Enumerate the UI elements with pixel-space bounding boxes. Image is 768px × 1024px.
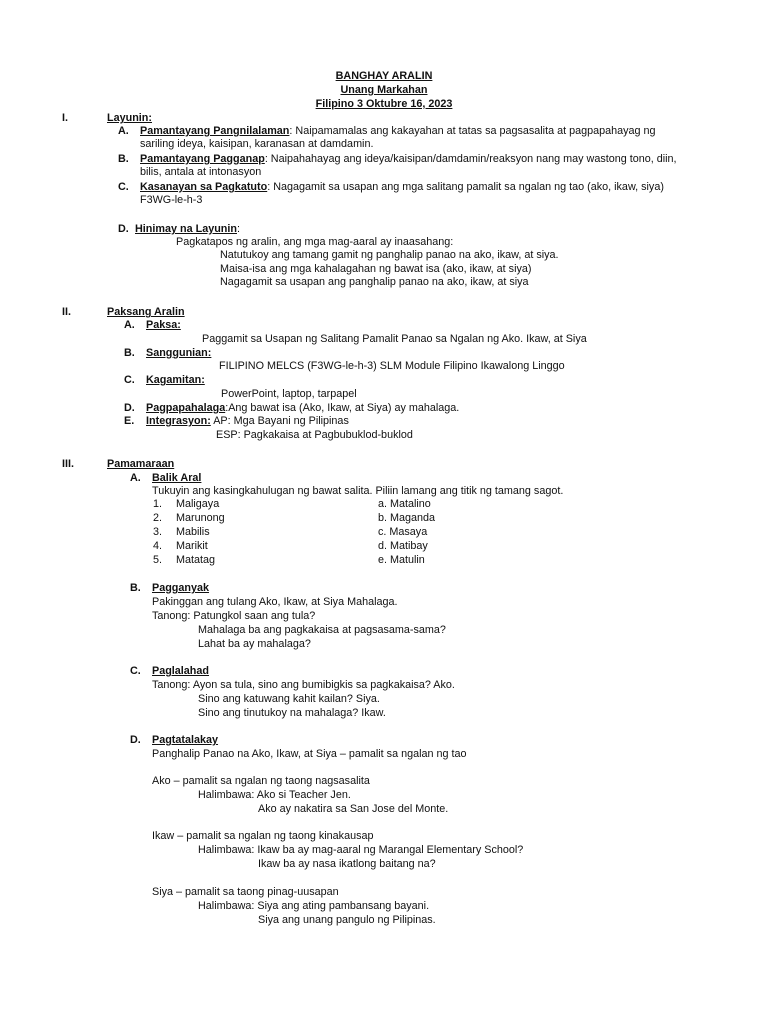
doc-quarter: Unang Markahan [340, 84, 428, 96]
topic-d-letter: D. [124, 402, 135, 414]
proc-b-line: Pakinggan ang tulang Ako, Ikaw, at Siya Mahalaga. [152, 596, 398, 608]
topic-d-label: Pagpapahalaga [146, 402, 226, 414]
obj-b-line1 [140, 153, 677, 167]
obj-a-text: : Naipamamalas ang kakayahan at tatas sa pagsasalita at pagpapahayag ng [289, 125, 656, 137]
topic-a-letter: A. [124, 319, 135, 331]
quiz-item-word: Matatag [176, 554, 216, 566]
topic-e-value2: ESP: Pagkakaisa at Pagbubuklod-buklod [216, 429, 413, 441]
proc-c-line: Sino ang katuwang kahit kailan? Siya. [198, 693, 380, 705]
doc-subject-date: Filipino 3 Oktubre 16, 2023 [315, 98, 453, 110]
pronoun-siya-def: Siya – pamalit sa taong pinag-uusapan [152, 886, 339, 898]
obj-a-label: Pamantayang Pangnilalaman [140, 125, 290, 137]
pronoun-siya-example: Halimbawa: Siya ang ating pambansang bayani. [198, 900, 430, 912]
obj-c-line1 [140, 181, 664, 195]
pronoun-siya-example: Siya ang unang pangulo ng Pilipinas. [258, 914, 436, 926]
obj-b-text: : Naipahahayag ang ideya/kaisipan/damdamin/reaksyon nang may wastong tono, diin, [264, 153, 677, 165]
proc-a-label: Balik Aral [152, 472, 202, 484]
section-3-title: Pamamaraan [107, 458, 175, 470]
proc-b-letter: B. [130, 582, 141, 594]
section-1-title: Layunin: [107, 112, 152, 124]
proc-c-letter: C. [130, 665, 141, 677]
pronoun-ako-def: Ako – pamalit sa ngalan ng taong nagsasalita [152, 775, 370, 787]
topic-a-label: Paksa: [146, 319, 181, 331]
proc-b-label: Pagganyak [152, 582, 210, 594]
topic-a-value: Paggamit sa Usapan ng Salitang Pamalit Panao sa Ngalan ng Ako. Ikaw, at Siya [202, 333, 587, 345]
proc-d-label: Pagtatalakay [152, 734, 219, 746]
quiz-choice: c. Masaya [378, 526, 428, 538]
obj-c-label: Kasanayan sa Pagkatuto [140, 181, 268, 193]
obj-b-line2: bilis, antala at intonasyon [140, 166, 262, 178]
topic-e-value1: AP: Mga Bayani ng Pilipinas [210, 415, 349, 427]
proc-a-instruction: Tukuyin ang kasingkahulugan ng bawat salita. Piliin lamang ang titik ng tamang sagot. [152, 485, 564, 497]
proc-d-letter: D. [130, 734, 141, 746]
topic-b-letter: B. [124, 347, 135, 359]
section-1-numeral: I. [62, 112, 68, 124]
doc-title: BANGHAY ARALIN [335, 70, 433, 82]
quiz-item-number: 2. [153, 512, 163, 524]
quiz-item-number: 4. [153, 540, 163, 552]
obj-d-line [135, 223, 240, 237]
pronoun-ikaw-example: Ikaw ba ay nasa ikatlong baitang na? [258, 858, 436, 870]
obj-c-line2: F3WG-le-h-3 [140, 194, 203, 206]
topic-c-letter: C. [124, 374, 135, 386]
pronoun-ako-example: Halimbawa: Ako si Teacher Jen. [198, 789, 351, 801]
proc-b-line: Lahat ba ay mahalaga? [198, 638, 311, 650]
obj-a-line2: sariling ideya, kaisipan, karanasan at damdamin. [140, 138, 374, 150]
quiz-choice: b. Maganda [378, 512, 436, 524]
pronoun-ako-example: Ako ay nakatira sa San Jose del Monte. [258, 803, 449, 815]
obj-d-item: Natutukoy ang tamang gamit ng panghalip panao na ako, ikaw, at siya. [220, 249, 559, 261]
proc-d-intro: Panghalip Panao na Ako, Ikaw, at Siya – pamalit sa ngalan ng tao [152, 748, 467, 760]
proc-b-line: Tanong: Patungkol saan ang tula? [152, 610, 316, 622]
obj-d-item: Nagagamit sa usapan ang panghalip panao na ako, ikaw, at siya [220, 276, 529, 288]
topic-c-label: Kagamitan: [146, 374, 205, 386]
proc-a-letter: A. [130, 472, 141, 484]
topic-e-letter: E. [124, 415, 135, 427]
obj-b-label: Pamantayang Pagganap [140, 153, 265, 165]
proc-c-line: Tanong: Ayon sa tula, sino ang bumibigkis sa pagkakaisa? Ako. [152, 679, 455, 691]
topic-c-value: PowerPoint, laptop, tarpapel [221, 388, 357, 400]
proc-c-line: Sino ang tinutukoy na mahalaga? Ikaw. [198, 707, 386, 719]
section-2-numeral: II. [62, 306, 71, 318]
section-2-title: Paksang Aralin [107, 306, 185, 318]
obj-d-intro: Pagkatapos ng aralin, ang mga mag-aaral ay inaasahang: [176, 236, 454, 248]
section-3-numeral: III. [62, 458, 74, 470]
obj-d-colon: : [237, 223, 240, 235]
quiz-item-number: 1. [153, 498, 163, 510]
quiz-item-word: Marikit [176, 540, 208, 552]
obj-c-text: : Nagagamit sa usapan ang mga salitang pamalit sa ngalan ng tao (ako, ikaw, siya) [267, 181, 664, 193]
quiz-item-word: Mabilis [176, 526, 210, 538]
quiz-choice: a. Matalino [378, 498, 431, 510]
obj-a-letter: A. [118, 125, 129, 137]
quiz-item-number: 3. [153, 526, 163, 538]
obj-b-letter: B. [118, 153, 129, 165]
proc-b-line: Mahalaga ba ang pagkakaisa at pagsasama-sama? [198, 624, 446, 636]
quiz-choice: d. Matibay [378, 540, 428, 552]
obj-d-letter: D. [118, 223, 129, 235]
topic-b-value: FILIPINO MELCS (F3WG-le-h-3) SLM Module Filipino Ikawalong Linggo [219, 360, 565, 372]
pronoun-ikaw-def: Ikaw – pamalit sa ngalan ng taong kinakausap [152, 830, 374, 842]
quiz-item-word: Marunong [176, 512, 225, 524]
topic-e-label: Integrasyon: [146, 415, 211, 427]
proc-c-label: Paglalahad [152, 665, 210, 677]
obj-c-letter: C. [118, 181, 129, 193]
pronoun-ikaw-example: Halimbawa: Ikaw ba ay mag-aaral ng Marangal Elementary School? [198, 844, 524, 856]
topic-e-line [146, 415, 349, 429]
quiz-item-word: Maligaya [176, 498, 220, 510]
obj-d-item: Maisa-isa ang mga kahalagahan ng bawat isa (ako, ikaw, at siya) [220, 263, 532, 275]
topic-b-label: Sanggunian: [146, 347, 212, 359]
quiz-choice: e. Matulin [378, 554, 425, 566]
topic-d-line [146, 402, 459, 416]
topic-d-value: :Ang bawat isa (Ako, Ikaw, at Siya) ay mahalaga. [225, 402, 460, 414]
obj-a-line1 [140, 125, 656, 139]
obj-d-label: Hinimay na Layunin [135, 223, 237, 235]
quiz-item-number: 5. [153, 554, 163, 566]
